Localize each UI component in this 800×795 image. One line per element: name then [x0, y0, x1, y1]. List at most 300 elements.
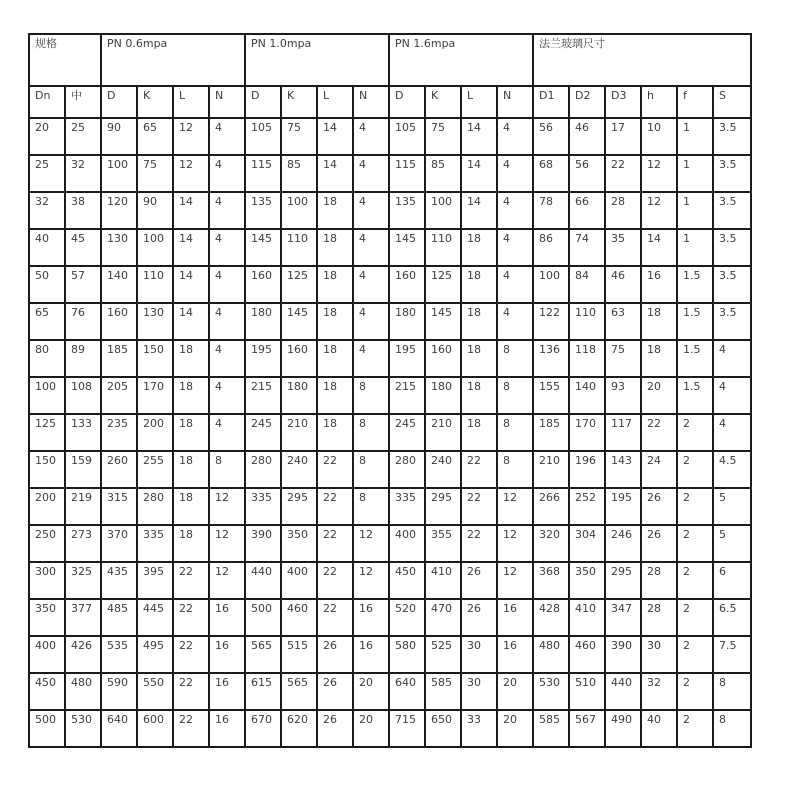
- table-cell: 145: [245, 229, 281, 266]
- table-cell: 195: [245, 340, 281, 377]
- table-cell: 89: [65, 340, 101, 377]
- table-cell: 8: [353, 414, 389, 451]
- column-header-k-2: K: [281, 86, 317, 118]
- table-cell: 400: [29, 636, 65, 673]
- table-cell: 22: [317, 562, 353, 599]
- table-cell: 100: [137, 229, 173, 266]
- table-cell: 567: [569, 710, 605, 747]
- table-cell: 3.5: [713, 266, 751, 303]
- table-cell: 4: [209, 192, 245, 229]
- table-cell: 22: [173, 636, 209, 673]
- table-cell: 16: [209, 710, 245, 747]
- table-cell: 110: [569, 303, 605, 340]
- table-cell: 14: [317, 155, 353, 192]
- table-cell: 585: [533, 710, 569, 747]
- table-cell: 100: [533, 266, 569, 303]
- table-cell: 480: [65, 673, 101, 710]
- table-cell: 3.5: [713, 155, 751, 192]
- table-cell: 90: [101, 118, 137, 155]
- table-row: [29, 118, 751, 155]
- table-cell: 410: [569, 599, 605, 636]
- column-header-l-1: L: [173, 86, 209, 118]
- table-cell: 26: [317, 636, 353, 673]
- table-cell: 35: [605, 229, 641, 266]
- table-cell: 200: [29, 488, 65, 525]
- table-cell: 304: [569, 525, 605, 562]
- table-cell: 140: [101, 266, 137, 303]
- table-cell: 136: [533, 340, 569, 377]
- table-cell: 1: [677, 118, 713, 155]
- table-cell: 4: [497, 192, 533, 229]
- table-cell: 325: [65, 562, 101, 599]
- table-cell: 12: [497, 562, 533, 599]
- table-cell: 16: [209, 599, 245, 636]
- table-cell: 435: [101, 562, 137, 599]
- table-cell: 585: [425, 673, 461, 710]
- table-cell: 460: [569, 636, 605, 673]
- table-cell: 10: [641, 118, 677, 155]
- table-cell: 130: [137, 303, 173, 340]
- table-cell: 335: [389, 488, 425, 525]
- table-cell: 84: [569, 266, 605, 303]
- table-cell: 295: [425, 488, 461, 525]
- table-cell: 8: [713, 710, 751, 747]
- table-cell: 140: [569, 377, 605, 414]
- table-cell: 520: [389, 599, 425, 636]
- column-header-d2: D2: [569, 86, 605, 118]
- table-cell: 2: [677, 525, 713, 562]
- table-cell: 196: [569, 451, 605, 488]
- table-cell: 3.5: [713, 118, 751, 155]
- table-row: [29, 673, 751, 710]
- table-cell: 25: [29, 155, 65, 192]
- table-cell: 4: [209, 155, 245, 192]
- table-cell: 56: [533, 118, 569, 155]
- table-cell: 535: [101, 636, 137, 673]
- table-cell: 32: [641, 673, 677, 710]
- table-row: [29, 303, 751, 340]
- table-cell: 2: [677, 414, 713, 451]
- table-cell: 18: [317, 377, 353, 414]
- table-row: [29, 192, 751, 229]
- table-cell: 56: [569, 155, 605, 192]
- table-row: [29, 155, 751, 192]
- table-cell: 315: [101, 488, 137, 525]
- table-cell: 160: [389, 266, 425, 303]
- table-cell: 715: [389, 710, 425, 747]
- table-cell: 1.5: [677, 303, 713, 340]
- table-cell: 377: [65, 599, 101, 636]
- table-row: [29, 377, 751, 414]
- column-header-l-3: L: [461, 86, 497, 118]
- table-row: [29, 710, 751, 747]
- table-cell: 550: [137, 673, 173, 710]
- table-cell: 8: [353, 451, 389, 488]
- table-cell: 85: [425, 155, 461, 192]
- table-cell: 170: [137, 377, 173, 414]
- table-cell: 28: [641, 599, 677, 636]
- table-cell: 195: [389, 340, 425, 377]
- table-cell: 16: [209, 673, 245, 710]
- group-header-pn10: PN 1.0mpa: [245, 34, 389, 86]
- table-cell: 170: [569, 414, 605, 451]
- table-cell: 18: [461, 377, 497, 414]
- table-cell: 14: [173, 229, 209, 266]
- table-cell: 280: [137, 488, 173, 525]
- table-cell: 22: [317, 451, 353, 488]
- table-cell: 65: [137, 118, 173, 155]
- table-cell: 266: [533, 488, 569, 525]
- table-cell: 86: [533, 229, 569, 266]
- table-row: [29, 229, 751, 266]
- table-row: [29, 488, 751, 525]
- column-header-h: h: [641, 86, 677, 118]
- group-header-flange-glass: 法兰玻璃尺寸: [533, 34, 751, 86]
- table-cell: 18: [173, 340, 209, 377]
- table-cell: 110: [137, 266, 173, 303]
- table-cell: 4: [497, 118, 533, 155]
- table-cell: 12: [173, 155, 209, 192]
- column-header-n-2: N: [353, 86, 389, 118]
- table-cell: 30: [641, 636, 677, 673]
- table-cell: 12: [209, 525, 245, 562]
- table-cell: 445: [137, 599, 173, 636]
- table-cell: 565: [281, 673, 317, 710]
- table-cell: 246: [605, 525, 641, 562]
- table-cell: 160: [425, 340, 461, 377]
- table-cell: 3.5: [713, 303, 751, 340]
- table-cell: 12: [353, 525, 389, 562]
- table-cell: 210: [425, 414, 461, 451]
- table-cell: 8: [497, 414, 533, 451]
- table-cell: 4: [497, 229, 533, 266]
- table-cell: 18: [641, 340, 677, 377]
- table-cell: 8: [353, 377, 389, 414]
- table-cell: 155: [533, 377, 569, 414]
- table-cell: 18: [173, 414, 209, 451]
- table-cell: 20: [641, 377, 677, 414]
- table-cell: 108: [65, 377, 101, 414]
- table-cell: 335: [245, 488, 281, 525]
- table-cell: 125: [281, 266, 317, 303]
- table-cell: 615: [245, 673, 281, 710]
- table-cell: 33: [461, 710, 497, 747]
- table-cell: 63: [605, 303, 641, 340]
- table-cell: 215: [245, 377, 281, 414]
- table-cell: 4.5: [713, 451, 751, 488]
- table-row: [29, 451, 751, 488]
- table-cell: 8: [353, 488, 389, 525]
- table-cell: 30: [461, 636, 497, 673]
- table-cell: 32: [65, 155, 101, 192]
- table-cell: 4: [713, 414, 751, 451]
- table-cell: 16: [497, 636, 533, 673]
- table-cell: 2: [677, 599, 713, 636]
- table-cell: 4: [353, 266, 389, 303]
- table-cell: 515: [281, 636, 317, 673]
- table-cell: 110: [425, 229, 461, 266]
- table-cell: 46: [569, 118, 605, 155]
- table-cell: 8: [713, 673, 751, 710]
- table-cell: 160: [245, 266, 281, 303]
- table-cell: 22: [461, 525, 497, 562]
- table-cell: 255: [137, 451, 173, 488]
- group-header-pn06: PN 0.6mpa: [101, 34, 245, 86]
- table-cell: 12: [641, 192, 677, 229]
- table-cell: 80: [29, 340, 65, 377]
- column-header-n-1: N: [209, 86, 245, 118]
- table-cell: 280: [245, 451, 281, 488]
- table-cell: 1: [677, 155, 713, 192]
- table-cell: 347: [605, 599, 641, 636]
- table-cell: 7.5: [713, 636, 751, 673]
- column-header-s: S: [713, 86, 751, 118]
- table-cell: 5: [713, 525, 751, 562]
- table-cell: 1: [677, 229, 713, 266]
- table-cell: 159: [65, 451, 101, 488]
- table-cell: 75: [281, 118, 317, 155]
- table-cell: 22: [461, 488, 497, 525]
- table-cell: 22: [173, 673, 209, 710]
- table-cell: 650: [425, 710, 461, 747]
- table-cell: 280: [389, 451, 425, 488]
- table-cell: 215: [389, 377, 425, 414]
- table-cell: 14: [461, 155, 497, 192]
- table-cell: 390: [605, 636, 641, 673]
- table-row: [29, 525, 751, 562]
- table-cell: 26: [641, 525, 677, 562]
- table-cell: 68: [533, 155, 569, 192]
- table-cell: 670: [245, 710, 281, 747]
- group-header-row: [29, 34, 751, 86]
- table-cell: 300: [29, 562, 65, 599]
- table-cell: 135: [245, 192, 281, 229]
- table-cell: 2: [677, 673, 713, 710]
- table-cell: 22: [317, 599, 353, 636]
- table-cell: 8: [497, 340, 533, 377]
- table-cell: 115: [389, 155, 425, 192]
- table-cell: 17: [605, 118, 641, 155]
- table-cell: 565: [245, 636, 281, 673]
- table-cell: 14: [641, 229, 677, 266]
- table-cell: 600: [137, 710, 173, 747]
- table-cell: 335: [137, 525, 173, 562]
- table-cell: 185: [101, 340, 137, 377]
- table-cell: 350: [29, 599, 65, 636]
- table-cell: 4: [497, 155, 533, 192]
- table-cell: 18: [461, 414, 497, 451]
- table-cell: 428: [533, 599, 569, 636]
- table-cell: 18: [317, 192, 353, 229]
- table-cell: 1.5: [677, 340, 713, 377]
- table-cell: 18: [317, 414, 353, 451]
- table-cell: 2: [677, 562, 713, 599]
- column-header-k-1: K: [137, 86, 173, 118]
- table-cell: 4: [353, 155, 389, 192]
- table-cell: 18: [461, 266, 497, 303]
- table-cell: 235: [101, 414, 137, 451]
- table-cell: 4: [209, 414, 245, 451]
- table-cell: 2: [677, 710, 713, 747]
- table-cell: 200: [137, 414, 173, 451]
- table-cell: 93: [605, 377, 641, 414]
- column-header-row: [29, 86, 751, 118]
- table-cell: 26: [317, 673, 353, 710]
- table-cell: 20: [497, 710, 533, 747]
- spec-table: [28, 33, 752, 748]
- table-cell: 16: [497, 599, 533, 636]
- table-cell: 4: [209, 118, 245, 155]
- table-cell: 20: [497, 673, 533, 710]
- table-cell: 22: [641, 414, 677, 451]
- table-cell: 12: [641, 155, 677, 192]
- table-cell: 14: [173, 192, 209, 229]
- table-cell: 620: [281, 710, 317, 747]
- table-cell: 125: [425, 266, 461, 303]
- table-cell: 125: [29, 414, 65, 451]
- table-cell: 530: [65, 710, 101, 747]
- table-cell: 1.5: [677, 377, 713, 414]
- table-cell: 16: [641, 266, 677, 303]
- column-header-d-1: D: [101, 86, 137, 118]
- table-cell: 3.5: [713, 192, 751, 229]
- table-cell: 250: [29, 525, 65, 562]
- table-cell: 3.5: [713, 229, 751, 266]
- table-cell: 26: [641, 488, 677, 525]
- table-cell: 145: [281, 303, 317, 340]
- table-cell: 4: [209, 229, 245, 266]
- table-cell: 40: [29, 229, 65, 266]
- table-cell: 118: [569, 340, 605, 377]
- table-cell: 150: [137, 340, 173, 377]
- table-cell: 180: [245, 303, 281, 340]
- table-cell: 66: [569, 192, 605, 229]
- table-cell: 1: [677, 192, 713, 229]
- table-cell: 4: [713, 340, 751, 377]
- table-cell: 160: [281, 340, 317, 377]
- table-cell: 14: [173, 303, 209, 340]
- table-cell: 368: [533, 562, 569, 599]
- table-cell: 22: [317, 488, 353, 525]
- table-cell: 8: [209, 451, 245, 488]
- column-header-f: f: [677, 86, 713, 118]
- table-cell: 640: [101, 710, 137, 747]
- table-cell: 18: [641, 303, 677, 340]
- table-cell: 22: [173, 562, 209, 599]
- column-header-d1: D1: [533, 86, 569, 118]
- table-cell: 640: [389, 673, 425, 710]
- table-cell: 28: [641, 562, 677, 599]
- table-cell: 145: [425, 303, 461, 340]
- table-cell: 12: [209, 488, 245, 525]
- table-cell: 245: [389, 414, 425, 451]
- group-header-pn16: PN 1.6mpa: [389, 34, 533, 86]
- table-cell: 295: [281, 488, 317, 525]
- table-cell: 4: [353, 192, 389, 229]
- table-cell: 426: [65, 636, 101, 673]
- table-cell: 30: [461, 673, 497, 710]
- table-cell: 195: [605, 488, 641, 525]
- table-cell: 38: [65, 192, 101, 229]
- table-cell: 50: [29, 266, 65, 303]
- table-cell: 12: [353, 562, 389, 599]
- column-header-k-3: K: [425, 86, 461, 118]
- table-cell: 75: [137, 155, 173, 192]
- table-cell: 4: [353, 303, 389, 340]
- table-cell: 133: [65, 414, 101, 451]
- table-cell: 205: [101, 377, 137, 414]
- table-cell: 480: [533, 636, 569, 673]
- table-cell: 273: [65, 525, 101, 562]
- table-cell: 219: [65, 488, 101, 525]
- table-cell: 100: [425, 192, 461, 229]
- table-cell: 252: [569, 488, 605, 525]
- table-cell: 240: [425, 451, 461, 488]
- table-cell: 90: [137, 192, 173, 229]
- table-cell: 120: [101, 192, 137, 229]
- table-cell: 500: [245, 599, 281, 636]
- table-cell: 590: [101, 673, 137, 710]
- table-cell: 4: [209, 303, 245, 340]
- table-cell: 18: [173, 488, 209, 525]
- table-cell: 105: [245, 118, 281, 155]
- table-cell: 295: [605, 562, 641, 599]
- table-cell: 14: [461, 118, 497, 155]
- table-cell: 12: [209, 562, 245, 599]
- table-cell: 350: [281, 525, 317, 562]
- table-cell: 26: [461, 562, 497, 599]
- table-cell: 525: [425, 636, 461, 673]
- column-header-dn: Dn: [29, 86, 65, 118]
- table-cell: 12: [497, 488, 533, 525]
- column-header-d-3: D: [389, 86, 425, 118]
- table-row: [29, 414, 751, 451]
- table-cell: 185: [533, 414, 569, 451]
- table-cell: 6.5: [713, 599, 751, 636]
- table-cell: 85: [281, 155, 317, 192]
- table-cell: 485: [101, 599, 137, 636]
- table-cell: 20: [353, 710, 389, 747]
- table-cell: 395: [137, 562, 173, 599]
- table-cell: 390: [245, 525, 281, 562]
- table-cell: 210: [533, 451, 569, 488]
- table-cell: 26: [461, 599, 497, 636]
- table-cell: 2: [677, 488, 713, 525]
- table-cell: 18: [461, 303, 497, 340]
- table-cell: 4: [353, 229, 389, 266]
- table-cell: 18: [317, 229, 353, 266]
- table-cell: 100: [101, 155, 137, 192]
- table-cell: 105: [389, 118, 425, 155]
- table-cell: 74: [569, 229, 605, 266]
- column-header-d3: D3: [605, 86, 641, 118]
- table-cell: 4: [713, 377, 751, 414]
- table-cell: 45: [65, 229, 101, 266]
- table-cell: 75: [425, 118, 461, 155]
- table-cell: 180: [389, 303, 425, 340]
- table-cell: 65: [29, 303, 65, 340]
- table-cell: 14: [317, 118, 353, 155]
- table-cell: 440: [605, 673, 641, 710]
- table-cell: 32: [29, 192, 65, 229]
- table-cell: 122: [533, 303, 569, 340]
- table-row: [29, 562, 751, 599]
- table-cell: 130: [101, 229, 137, 266]
- table-cell: 16: [209, 636, 245, 673]
- table-cell: 143: [605, 451, 641, 488]
- table-cell: 1.5: [677, 266, 713, 303]
- column-header-zhong: 中: [65, 86, 101, 118]
